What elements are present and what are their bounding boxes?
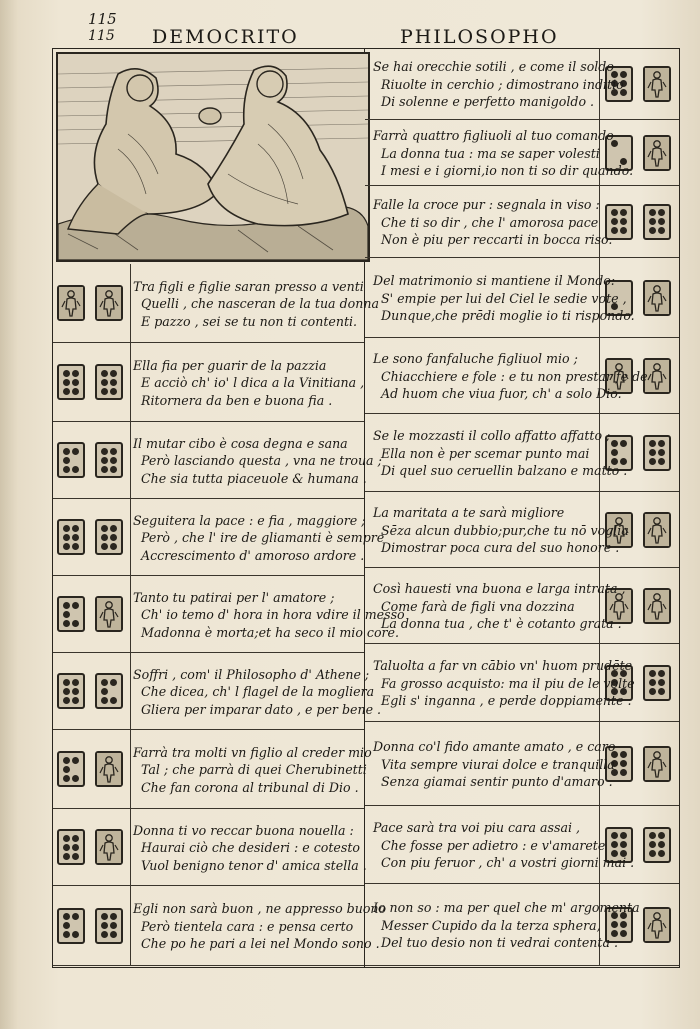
dice-pair [57,285,123,321]
pip [63,379,70,386]
verse-line: Tra figli e figlie saran presso a venti [133,278,364,294]
pip [649,458,656,465]
verse-line: Vuol benigno tenor d' amica stella . [141,857,367,873]
verse-line: Donna co'l fido amante amato , e caro [373,739,616,754]
verse-line: Il mutar cibo è cosa degna e sana [133,435,348,451]
stanza-row [53,576,405,653]
pip [110,379,117,386]
verse-line: Ella non è per scemar punto mai [381,445,590,461]
pip [620,751,627,758]
running-header [52,26,680,48]
pip-die-icon [643,665,671,701]
stanza-divider [130,422,131,499]
dice-pair [57,908,123,944]
verse-line: Però , che l' ire de gliamanti è sempre [141,530,385,545]
figure-die-icon [643,66,671,102]
pip-die-icon [57,751,85,787]
figure-die-icon [643,280,671,316]
stanza-row [365,722,679,806]
verse-line: Farrà tra molti vn figlio al creder mio [133,744,372,760]
pip [63,620,70,627]
pip [658,440,665,447]
stanza-row [53,422,382,499]
pip-die-icon [643,435,671,471]
verse-line: Gliera per imparar dato , e per bene . [141,701,382,717]
pip [63,775,70,782]
page-number: 115 [88,28,115,44]
verse-line: Però tientela cara : e pensa certo [141,918,354,934]
verse-line: Seguitera la pace : e fia , maggiore ; [133,512,366,528]
pip [110,525,117,532]
verse-stanza [373,580,625,633]
pip [72,448,79,455]
verse-stanza [133,822,367,875]
verse-line: Fa grosso acquisto: ma il piu de le volte [381,675,635,691]
verse-stanza [373,427,627,480]
stanza-row [53,499,385,576]
header-left-title: DEMOCRITO [152,26,299,48]
pip-die-icon [57,596,85,632]
pip [649,832,656,839]
verse-line: Donna ti vo reccar buona nouella : [133,822,354,838]
pip [620,227,627,234]
verse-line: Ad huom che viua fuor, ch' a solo Dio. [381,386,622,401]
pip [63,466,70,473]
pip [649,670,656,677]
pip [72,525,79,532]
pip [110,534,117,541]
stanza-divider [130,653,131,730]
dice-pair [605,204,671,240]
pip [63,688,70,695]
pip [101,534,108,541]
stanza-row [365,806,679,884]
verse-line: Ella fia per guarir de la pazzia [133,357,327,373]
pip-die-icon [95,908,123,944]
stanza-row [365,884,679,966]
verse-line: Sēza alcun dubbio;pur,che tu nō voglia [381,522,629,538]
stanza-row [53,730,372,809]
stanza-row [365,414,679,492]
pip [649,850,656,857]
pip [649,679,656,686]
pip [110,543,117,550]
pip [72,370,79,377]
pip [110,922,117,929]
pip [72,835,79,842]
stanza-divider [130,343,131,422]
pip [101,543,108,550]
pip-die-icon [643,204,671,240]
pip [72,620,79,627]
verse-line: Di solenne e perfetto manigoldo . [381,94,595,109]
pip [63,913,70,920]
header-right-title: PHILOSOPHO [400,26,559,48]
verse-line: Non è piu per reccarti in bocca riso. [381,232,613,247]
verse-line: Senza giamai sentir punto d'amaro . [381,774,613,789]
stanza-row [365,492,679,568]
pip [620,760,627,767]
verse-line: Chiacchiere e fole : e tu non prestar fe de [381,368,648,384]
verse-line: Ch' io temo d' hora in hora vdire il messo [141,607,405,622]
pip [658,227,665,234]
verse-line: Del matrimonio si mantiene il Mondo: [373,273,616,288]
figure-die-icon [643,746,671,782]
pip [72,688,79,695]
pip-die-icon [57,673,85,709]
pip [101,370,108,377]
pip [63,534,70,541]
verse-line: Falle la croce pur : segnala in viso : [373,197,600,212]
pip [649,209,656,216]
pip [72,775,79,782]
verse-stanza [133,744,372,797]
dice-pair [57,751,123,787]
stanza-divider [130,886,131,966]
pip [649,688,656,695]
pip [620,769,627,776]
pip-empty [72,765,81,773]
verse-stanza [373,504,629,557]
pip-empty [110,687,119,695]
pip [110,370,117,377]
pip [63,835,70,842]
pip [658,218,665,225]
figure-die-icon [57,285,85,321]
stanza-row [365,258,679,338]
verse-line: Ritornera da ben e buona fia . [141,392,333,408]
outer-page-number: 115 [88,10,117,28]
stanza-divider [130,499,131,576]
verse-stanza [373,272,635,325]
stanza-row [365,338,679,414]
pip [110,457,117,464]
stanza-divider [130,730,131,809]
pip [101,697,108,704]
verse-line: Tal ; che parrà di quei Cherubinetti [141,762,367,777]
verse-line: Tanto tu patirai per l' amatore ; [133,589,335,605]
pip [63,543,70,550]
pip [649,449,656,456]
pip [72,543,79,550]
pip-die-icon [57,442,85,478]
woodcut-two-philosophers-icon [58,54,368,260]
pip [63,370,70,377]
pip [110,388,117,395]
verse-line: Messer Cupido da la terza sphera, [381,917,601,933]
pip [72,697,79,704]
pip [658,449,665,456]
figure-die-icon [95,829,123,865]
pip [658,850,665,857]
pip [63,853,70,860]
pip [72,379,79,386]
pip [658,679,665,686]
pip [110,448,117,455]
pip [110,466,117,473]
figure-die-icon [95,751,123,787]
verse-stanza [133,900,386,953]
pip [72,466,79,473]
figure-die-icon [95,285,123,321]
verse-line: Che dicea, ch' l flagel de la mogliera [141,684,375,699]
pip [63,697,70,704]
pip [63,931,70,938]
pip [101,931,108,938]
stanza-row [365,568,679,644]
pip [101,388,108,395]
stanza-divider [130,809,131,886]
pip [658,832,665,839]
figure-die-icon [643,135,671,171]
verse-line: Che fosse per adietro : e v'amarete [381,837,606,853]
dice-pair [57,829,123,865]
verse-stanza [133,357,364,410]
verse-line: Farrà quattro figliuoli al tuo comando [373,128,614,143]
pip [110,931,117,938]
verse-line: Egli non sarà buon , ne appresso buono [133,901,387,916]
pip [101,379,108,386]
verse-stanza [373,58,624,111]
stanza-divider [130,264,131,343]
pip [72,844,79,851]
pip [63,457,70,464]
pip [63,448,70,455]
verse-line: Accrescimento d' amoroso ardore . [141,547,365,563]
verse-line: Che po he pari a lei nel Mondo sono . [141,936,380,951]
pip [649,227,656,234]
pip [649,440,656,447]
stanza-row [53,653,382,730]
pip-empty [72,922,81,930]
stanza-row [53,886,387,966]
pip [72,931,79,938]
figure-die-icon [95,596,123,632]
pip [63,922,70,929]
verse-line: Taluolta a far vn cābio vn' huom prudēte [373,658,633,673]
figure-die-icon [643,512,671,548]
verse-line: Le sono fanfaluche figliuol mio ; [373,351,578,366]
pip [63,525,70,532]
pip-die-icon [95,673,123,709]
pip-die-icon [95,442,123,478]
verse-line: Con piu feruor , ch' a vostri giorni mai . [381,855,635,870]
pip [101,688,108,695]
verse-line: Quelli , che nasceran de la tua donna [141,296,379,311]
stanza-divider [130,576,131,653]
verse-stanza [373,196,612,249]
figure-die-icon [643,588,671,624]
stanza-row [365,644,679,722]
pip [110,697,117,704]
verse-line: Che fan corona al tribunal di Dio . [141,779,359,795]
verse-line: La maritata a te sarà migliore [373,505,565,520]
verse-line: E pazzo , sei se tu non ti contenti. [141,313,358,329]
verse-stanza [373,350,648,403]
verse-line: Se le mozzasti il collo affatto affatto ; [373,428,611,443]
pip [658,209,665,216]
pip-die-icon [57,829,85,865]
verse-stanza [133,512,384,565]
verse-line: E acciò ch' io' l dica a la Vinitiana , [141,375,365,390]
verse-stanza [373,899,640,952]
verse-line: Dunque,che prēdi moglie io ti rispondo. [381,308,635,323]
pip [649,218,656,225]
pip [72,534,79,541]
stanza-row [365,186,679,258]
pip [63,757,70,764]
pip [658,841,665,848]
verse-line: Vita sempre viurai dolce e tranquilla [381,756,615,772]
pip [110,679,117,686]
figure-die-icon [643,907,671,943]
verse-line: Haurai ciò che desideri : e cotesto [141,840,360,855]
verse-line: Riuolte in cerchio ; dimostrano inditio [381,76,624,92]
pip [620,218,627,225]
verse-line: S' empie per lui del Ciel le sedie vote , [381,290,627,306]
verse-line: Madonna è morta;et ha seco il mio core. [141,624,400,640]
dice-pair [57,673,123,709]
pip [63,388,70,395]
dice-pair [57,596,123,632]
verse-line: Se hai orecchie sotili , e come il soldo [373,59,614,74]
verse-line: Io non so : ma per quel che m' argomenta [373,900,640,915]
pip [620,209,627,216]
verse-stanza [373,819,634,872]
pip [63,766,70,773]
woodcut-illustration [56,52,370,262]
pip [101,457,108,464]
pip-die-icon [643,827,671,863]
verse-stanza [373,657,635,710]
pip [101,679,108,686]
verse-line: Dimostrar poca cura del suo honore . [381,540,620,555]
stanza-row [53,343,364,422]
pip-empty [72,610,81,618]
pip [72,679,79,686]
pip [72,853,79,860]
verse-stanza [133,435,382,488]
pip [101,448,108,455]
verse-line: Però lasciando questa , vna ne troua ; [141,453,382,468]
pip [63,611,70,618]
stanza-row [53,264,379,343]
verse-line: I mesi e i giorni,io non ti so dir quando. [381,163,634,178]
pip [658,688,665,695]
pip-die-icon [57,908,85,944]
pip [63,602,70,609]
verse-line: Che sia tutta piaceuole & humana . [141,470,367,486]
pip [658,670,665,677]
pip-die-icon [57,519,85,555]
pip [72,913,79,920]
verse-stanza [133,589,405,642]
verse-line: Pace sarà tra voi piu cara assai , [373,820,581,835]
verse-line: Così hauesti vna buona e larga intrata , [373,581,626,596]
stanza-row [53,809,367,886]
pip-empty [72,456,81,464]
verse-stanza [133,666,381,719]
pip [101,466,108,473]
pip [110,913,117,920]
pip [72,602,79,609]
pip [63,679,70,686]
stanza-row [365,120,679,186]
verse-line: Come farà de figli vna dozzina [381,598,575,614]
pip-die-icon [57,364,85,400]
verse-line: Che ti so dir , che l' amorosa pace [381,214,599,230]
verse-line: La donna tua : ma se saper volesti [381,145,600,161]
pip [658,458,665,465]
pip [649,841,656,848]
verse-line: Di quel suo ceruellin balzano e matto . [381,463,628,478]
verse-line: Soffri , com' il Philosopho d' Athene ; [133,666,370,682]
pip [101,922,108,929]
dice-pair [57,519,123,555]
dice-pair [57,364,123,400]
verse-stanza [133,278,379,331]
verse-line: Egli s' inganna , e perde doppiamente . [381,693,632,708]
stanza-row [365,48,679,120]
pip [101,525,108,532]
verse-stanza [373,127,633,180]
verse-stanza [373,738,615,791]
pip [63,844,70,851]
pip [72,388,79,395]
dice-pair [57,442,123,478]
verse-line: Del tuo desio non ti vedrai contenta . [381,935,618,950]
pip-die-icon [95,364,123,400]
pip-die-icon [95,519,123,555]
verse-line: La donna tua , che t' è cotanto grata . [381,616,622,631]
pip [101,913,108,920]
pip [72,757,79,764]
